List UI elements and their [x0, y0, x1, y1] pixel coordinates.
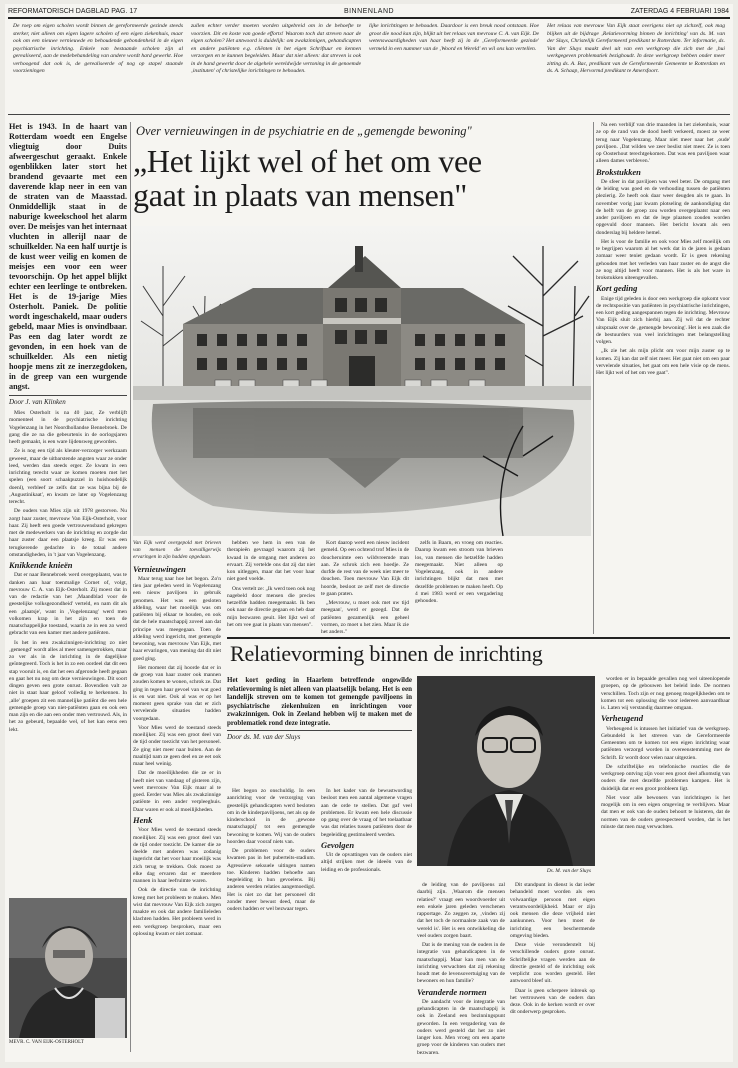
portrait-photo-van-eijk: [9, 898, 127, 1038]
intro-col: zullen echter verder moeten worden uitgebreid om in de behoefte te voorzien. Dit en koste van goede efforts! Waarom toch dat streven naar de eigen scholen? Het antwoord is duidelijk: om zwakzinnigen, gehandicapten en andere patiënten e.g. cliënten in het eigen Schriftuur en kennen verzorgen en te kunnen begeleiden. Maar dat niet alleen: dat streven is ook in de hand gewerkt door de algehele wereldwijde vertoning in de genoemde ‚instituten' of christelijke inrichtingen te behouden.: [191, 23, 361, 75]
body-paragraph: „Mevrouw, u moet ook met uw tijd meegaan', werd er gezegd. Dat de patiënten gezamenlijk een geheel vormen, zo moet u het zien. Maar ik zie het anders.": [321, 600, 409, 635]
body-paragraph: Voor Mies werd de toestand steeds moeilijker. Zij was een groot deel van de tijd onder toezicht van het personeel. Ze ging niet meer naar buiten. Aan de maaltijd nam ze geen deel en ze eet ook maar heel weinig.: [133, 724, 221, 768]
body-paragraph: hebben we hem in een van de therapieën gevraagd waarom zij het kwaad in de omgang met anderen zo ervaart. Zij vertelde ons dat zij dat niet kon uitleggen, maar dat het voor haar niet goed voelde.: [227, 540, 315, 583]
subheading: Vernieuwingen: [133, 563, 186, 574]
body-paragraph: Het moment dat zij hoorde dat er in de groep van haar zuster ook mannen zouden komen te wonen, schrok ze. Dat ging in tegen haar gevoel van wat goed is en wat niet. Ook al was er op het moment geen sprake van dat er zich vervelende situaties hadden voorgedaan.: [133, 664, 221, 722]
article2-byline: Door ds. M. van der Sluys: [227, 730, 412, 741]
building-photo: [133, 226, 591, 536]
body-paragraph: Deze visie veronderstelt bij verschillende ouders grote onrust. Schriftelijke vragen werden aan de directie gesteld of de inrichting ook verplicht zou worden gesteld. Het antwoord bleef uit.: [510, 942, 595, 985]
article2-top-rule: [227, 637, 730, 639]
article1-column-2: [133, 540, 221, 1050]
caption-van-eijk: MEVR. C. VAN EIJK-OSTERHOLT: [9, 1040, 84, 1045]
body-paragraph: Ons vertelt ze: „Ik werd toen ook nog nagebeld door mensen die precies hetzelfde hadden meegemaakt. Ik ben ook naar de directie gegaan en heb daar mijn bezwaren geuit. Het lijkt wel of het om vee gaat in plaats van mensen".: [227, 585, 315, 628]
article1-kicker: Over vernieuwingen in de psychiatrie en de „gemengde bewoning": [136, 124, 472, 138]
body-paragraph: Dit standpunt in dienst is dat ieder behandeld moet worden als een volwaardige persoon met eigen verantwoordelijkheid. Maar er zijn ook mensen die deze vrijheid niet aankunnen. Voor hen moet de inrichting een beschermende omgeving bieden.: [510, 882, 595, 939]
body-paragraph: Enige tijd geleden is door een werkgroep die opkomt voor de rechtspositie van patiënten in psychiatrische inrichtingen, een kort geding aangespannen tegen de inrichting. Mevrouw Van Eijk sluit zich hierbij aan. Zij wil dat de rechter uitspraakt over de ‚gemengde bewoning'. Het is een zaak die de bestuurders van veel inrichtingen met belangstelling volgen.: [596, 295, 730, 346]
article1-column-5: [415, 540, 503, 634]
body-paragraph: Kort daarop werd een nieuw incident gemeld. Op een ochtend trof Mies in de doucheruimte een wildvreemde man aan. Ze schrok zich een hoedje. Ze durfde de rest van de week niet meer te douchen. Toen mevrouw Van Eijk dit hoorde, besloot ze zelf met de directie te gaan praten.: [321, 540, 409, 597]
article2-lead: Het kort geding in Haarlem betreffende ongewilde relatievorming is niet alleen van plaatselijk belang. Het is een landelijk streven om te komen tot gemengde paviljoens in psychiatrische ziekenhuizen en inrichtingen voor zwakzinnigen. Ook in Zeeland hebben wij te maken met de problematiek rond deze integratie.: [227, 676, 412, 727]
portrait-photo-van-der-sluys: [417, 676, 595, 866]
body-paragraph: worden er in bepaalde gevallen nog wel uiteenlopende groepen, op de gebouwen het beleid inde. De normen verschillen. Toch zijn er nog genoeg mogelijkheden om te komen tot een oplossing die voor iedereen aanvaardbaar is. Laten wij verstandig daarmee omgaan.: [601, 676, 730, 711]
body-paragraph: zelfs in Baarn, en vroeg om reacties. Daarop kwam een stroom van brieven los, van mensen die hetzelfde hadden meegemaakt. Niet alleen op Vogelenzang, ook in andere inrichtingen blijkt dat men met dezelfde problemen te maken heeft. Op 4 mei 1983 werd er een vergadering gehouden.: [415, 540, 503, 604]
article1-headline-line1: „Het lijkt wel of het om vee: [133, 143, 482, 179]
caption-building: Van Eijk werd overgepold met brieven van mensen die toevalligerwijs ervaringen in zijn hadden opgedaan.: [133, 540, 221, 560]
body-paragraph: Mies Osterholt is na 40 jaar, Ze verblijft momenteel in de psychiatrische inrichting Vogelenzang in het Noordhollandse Bennebroek. De gang die ze na die gebeurtenis in de oorlogsjaren heeft gemaakt, is een ware lijdensweg geworden.: [9, 410, 127, 445]
subheading: Veranderde normen: [417, 986, 487, 997]
body-paragraph: Het is voor de familie en ook voor Mies zelf moeilijk om te begrijpen waarom al het werk dat in de jaren is gedaan zomaar weer teniet gedaan wordt. Er is geen rekening gehouden met het verleden van haar zuster en de angst die ze nog altijd heeft voor mannen. Het is als het ware in brokstukken uiteengevallen.: [596, 238, 730, 282]
column-divider: [593, 122, 594, 634]
article2-headline: Relatievorming binnen de inrichting: [230, 641, 543, 666]
subheading: Knikkende knieën: [9, 560, 73, 570]
body-paragraph: Maar terug naar hoe het begon. Zo'n tien jaar geleden werd in Vogelenzang een nieuw paviljoen in gebruik genomen. Het was een gesloten afdeling, waar het moeilijk was om patiënten bij elkaar te houden, en ook dat de hele maatschappij zoveel aan dat principe was meegegaan. Toen de afdeling werd ingericht, met gemengde bewoning, was mevrouw Van Eijk, met haar ervaringen, van mening dat dit niet goed ging.: [133, 575, 221, 662]
body-paragraph: Ook de directie van de inrichting kreeg met het probleem te maken. Men wist dat mevrouw Van Eijk zich zorgen maakte en ook dat andere familieleden klachten hadden. Het probleem werd in een werkgroep besproken, maar een oplossing kwam er niet zomaar.: [133, 887, 221, 937]
body-paragraph: Voor Mies werd de toestand steeds moeilijker. Zij was een groot deel van de tijd onder toezicht. De kamer die ze deelde met anderen was zodanig ingericht dat het voor haar moeilijk was zich terug te trekken. Ook moest ze elke dag ervaren dat er meerdere mannen in haar leefruimte waren.: [133, 827, 221, 885]
runhead-center: BINNENLAND: [343, 8, 395, 15]
caption-van-der-sluys: Ds. M. van der Sluys: [546, 868, 591, 874]
article2-column-2: [321, 788, 412, 1050]
body-paragraph: Uit de opvattingen van de ouders niet altijd strijken met de ideeën van de leiding en de professionals.: [321, 852, 412, 873]
body-paragraph: Niet voor alle bewoners van inrichtingen is het mogelijk om in een eigen omgeving te verblijven. Maar dat men er ook van de ouders behoort te luisteren, dat de normen van de ouders gerespecteerd worden, dat is het minste dat men mag verwachten.: [601, 794, 730, 830]
column-divider: [130, 122, 131, 1052]
article2-lead-area: [227, 676, 412, 1050]
body-paragraph: De problemen voor de ouders kwamen pas in het puberteits-stadium. Agressieve seksuele uitingen namen toe. Kinderen hadden behoefte aan begeleiding in hun gevoelens. Bij anderen werden relaties aangemoedigd. Het is niet zo dat het personeel dit zonder meer bewust deed, maar de ouders hadden er wel bezwaar tegen.: [227, 848, 315, 912]
body-paragraph: De schriftelijke en telefonische reacties die de werkgroep ontving zijn voor een groot deel afkomstig van ouders die met dezelfde problemen kampen. Het is duidelijk dat er een groot probleem ligt.: [601, 763, 730, 792]
body-paragraph: Dat is de mening van de ouders in de integratie van gehandicapten in de maatschappij. Maar kan men van de inrichting verwachten dat zij rekening houdt met de levensovertuiging van de bewoners en hun familie?: [417, 942, 505, 985]
subheading: Verheugend: [601, 713, 644, 724]
body-paragraph: Na een verblijf van drie maanden in het ziekenhuis, waar ze op de rand van de dood heeft verkeerd, moest ze weer terug naar Vogelenzang. Maar niet meer naar het ‚oude' paviljoen. ‚Dat wilden we zeer beslist niet meer. Ze is toen op Oosterhout terechtgekomen. Dat was een paviljoen waar alleen dames verbleven.': [596, 122, 730, 165]
body-paragraph: De aandacht voor de integratie van gehandicapten in de maatschappij is ook in Zeeland een bezinningspunt geworden. In een vergadering van de ouders werd gesteld dat het zo niet langer kon. Men vroeg om een aparte groep voor de kinderen van ouders met bezwaren.: [417, 998, 505, 1056]
article1-lead: Het is 1943. In de haart van Rotterdam woedt een Engelse vliegtuig door Duits afweergeschut geraakt. Enkele ogenblikken later stort het brandend gevaarte met een daverende klap neer in een van de straten van de Maasstad. Onmiddellijk staat in de naburige kweekschool het alarm over. De meisjes van het internaat vluchten in allerijl naar de schuilkelder. Na een half uurtje is de kust weer veilig en komen de meisjes een voor een weer tevoorschijn. Op het appel blijkt echter een leerlinge te ontbreken. Het is de 19-jarige Mies Osterholt. Paniek. De politie wordt ingeschakeld, maar ouders gebeld, maar Mies is onvindbaar. Pas een dag later wordt ze gevonden, in een hoek van de schuilkelder. Als een nietig hoopje mens zit ze inerzegdoken, in de greep van een wurgende angst.: [9, 122, 127, 391]
subheading: Gevolgen: [321, 839, 355, 850]
runhead-right: ZATERDAG 4 FEBRUARI 1984: [630, 8, 729, 15]
intro-col: De roep om eigen scholen wordt binnen de gereformeerde gezinde steeds sterker, niet alleen om eigen lagere scholen of een eigen ziekenhuis, maar ook om een nieuwe vernieuwde en behoudende gebondenheid in de eigen psychiatrische inrichting. Enkele van bestaande scholen zijn al gerealiseerd, aan de medebehandeling van andere wordt hard gewerkt. Hoe verhoogend dat ook is, de gerealiseerde of nog op stapel staande voorzieningen: [13, 23, 183, 75]
body-paragraph: Is het in een zwakzinnigen-inrichting zo niet ‚gemengd' wordt alles al meer samengetrokken, maar zo ver als in de inrichting in de dagelijkse geïntegreerd. Toch is het in zo een oordeel dat dit een stap vooruit is, en dat het een afgeronde heeft gegaan en gaat het nu nog om deze vernieuwingen. Dit soort dingen geven een grote onrust. Bovendien valt ze niet in staat haar geloof volledig te herkennen. In ‚alle' groepen zit een mannelijke patiënt die een hele gemengde groep van niet-patiënten gaan en ook een man zijn en die aan een onder men vertrouwd. Als, in het zo gebeurd, bepaalde wel, of het kan eens een lekt.: [9, 639, 127, 733]
header-rule: [8, 17, 730, 19]
subheading: Henk: [133, 814, 153, 825]
article2-column-3: [417, 882, 505, 1056]
body-paragraph: Het begon zo onschuldig. In een aanrichting voor de verzorging van geestelijk gehandicapten werd besloten om in de kinderpaviljoens, net als op de kinderschool in de ‚gewone maatschappij' tot een gemengde bewoning te komen. Wij van de ouders hoorden daar vooraf niets van.: [227, 788, 315, 845]
article1-headline-line2: gaat in plaats van mensen": [133, 176, 468, 213]
intro-box: [8, 21, 730, 115]
newspaper-page: [5, 4, 733, 1062]
intro-col: Het relaas van mevrouw Van Eijk staat overigens niet op zichzelf, ook mag blijken uit de bijdrage ‚Relatievorming binnen de inrichting' van ds. M. van der Sluys, Christelijk Gereformeerd predikant te Rotterdam. Ter informatie, ds. Van der Sluys maakt deel uit van een werkgroep die zich met de ‚hui werkgegeven problematiek bezighoudt. In deze werkgroep hebben onder meer zitting ds. A. Bac, predikant van de Gereformeerde Gemeente te Rotterdam en ds. A. Schaap, Hervormd predikant te Amersfoort.: [547, 23, 725, 75]
article2-column-5: [601, 676, 730, 1050]
body-paragraph: Dat er naar Bennebroek werd overgeplaatst, was te danken aan haar toenmalige Cornet of, volgt, mevrouw C. A. van Eijk-Osterholt. Zij moest dat in van de redactie van het ‚Maandblad voor de geestelijke volksgezondheid' verteld, en nam dit als een ‚plaatsje', want in ‚Vogelenzang' werd men volkomen krap in het zijn en toen de maatschappelijke toestand, waarin ze in een zo werd gebracht van een kamer met andere patiënten.: [9, 572, 127, 637]
body-paragraph: Ze is nog een tijd als kleuter-verzorger werkzaam geweest, maar de uitbarstende angsten waar ze onder leed, werden dan steeds erger. Ze kwam in een inrichting terecht waar ze komen moeten met het spelen (een soort schaakpuzzel in huishoudelijk doenl), verbleef ze zelfs dat ze was bijna bij de ‚Augustinikaat', en kwam ze later op Vogelenzang terecht.: [9, 448, 127, 505]
body-paragraph: Dat de moeilijkheden die ze er in heeft niet van vandaag of gisteren zijn, weet mevrouw Van Eijk maar al te goed. Eerder was Mies als zwakzinnige patiënte in een ander verpleeghuis. Daar waren er ook al moeilijkheden.: [133, 770, 221, 813]
body-paragraph: Daar is geen scherpere inbreuk op het vertrouwen van de ouders dan deze. Ook in de kerken wordt er over dit onderwerp gesproken.: [510, 987, 595, 1016]
article1-right-column: [596, 122, 730, 634]
subheading: Brokstukken: [596, 166, 641, 177]
body-paragraph: de leiding van de paviljoens zal daarbij zijn. ‚Waarom die mensen relaties?' vraagt een woordvoerder uit een enkele jaren geleden verschenen rapportage. Zo zeggen ze, ‚vinden zij dat het toch de normaalste zaak van de wereld is'. Het is een ontwikkeling die veel ouders zorgen baart.: [417, 882, 505, 939]
article2-column-4: [510, 882, 595, 1050]
portrait-van-der-sluys-image: [417, 676, 595, 866]
article2-column-1: [227, 788, 315, 1050]
runhead-left: REFORMATORISCH DAGBLAD PAG. 17: [8, 8, 138, 15]
portrait-van-eijk-image: [9, 898, 127, 1038]
subheading: Kort geding: [596, 283, 638, 294]
body-paragraph: „Ik zie het als mijn plicht om voor mijn zuster op te komen. Zij kan dat zelf niet meer. Het gaat niet om een paar vervelende situaties, het gaat om een hele visie op de mens. Het lijkt wel of het om vee gaat".: [596, 348, 730, 377]
article1-left-column: [9, 122, 127, 892]
building-photo-image: [133, 226, 591, 536]
body-paragraph: Verheugend is intussen het initiatief van de werkgroep. Gebundeld is het streven van de Gereformeerde Gemeenten om te komen tot een eigen inrichting waar patiënten verzorgd worden in overeenstemming met de Schrift. Er wordt door velen naar uitgezien.: [601, 725, 730, 761]
article1-column-3: [227, 540, 315, 634]
body-paragraph: De sfeer in dat paviljoen was veel beter. De omgang met de leiding was goed en de verhouding tussen de patiënten plezierig. Ze heeft ook daar weer deugden als te gaan. In november vorig jaar kwam plotseling de aankondiging dat de helft van de groep zou worden overgeplaatst naar een ander paviljoen en dat de lege plaatsen zouden worden opgevuld door mannen. Het bericht kwam als een donderslag bij heldere hemel.: [596, 178, 730, 236]
article1-column-4: [321, 540, 409, 634]
article1-byline: Door J. van Klinken: [9, 395, 127, 406]
intro-col: lijke inrichtingen te behouden. Daardoor is een breuk nood ontstaan. Hoe groot die nood kan zijn, blijkt uit het relaas van mevrouw C. A. van Eijk. De wetenswaardigheden van haar heeft zij in de ‚Gereformeerde gezinde' vermeld in een nummer van de ‚Woord en Wereld' en wil ons kan vertellen.: [369, 23, 539, 52]
body-paragraph: In het kader van de bewustwording besloot men een aantal algemene vragen aan de orde te stellen. Dat gaf veel problemen. Er kwam een hele discussie op gang over de vraag of het toelaatbaar was dat relaties tussen patiënten door de begeleiding gestimuleerd werden.: [321, 788, 412, 838]
body-paragraph: De ouders van Mies zijn uit 1978 gestorven. Nu zorgt haar zuster, mevrouw Van Eijk-Osterholt, voor haar. Zij heeft een goede vertrouwensband gekregen met de medewerkers van de inrichting en zorgde dat haar zuster daar een plaatsje kreeg. Er was een terugkerende gedachte in de totaal andere omstandigheden, in 't jaar van Vogelenzang.: [9, 508, 127, 558]
